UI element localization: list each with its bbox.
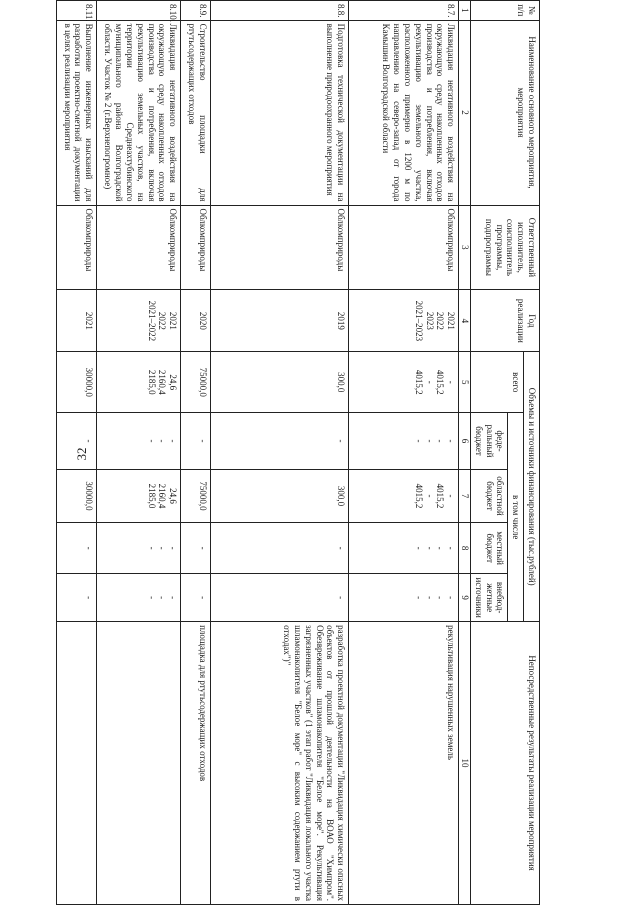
total-value: 2160,4 [157, 369, 168, 395]
regional-value: 30000,0 [57, 469, 97, 522]
regional-value: - [424, 494, 435, 498]
row-num: 8.8. [211, 1, 349, 21]
row-executor: Облкомприроды [181, 205, 211, 290]
regional-value: 4015,2 [435, 483, 446, 509]
total-value: 2185,0 [146, 369, 157, 395]
header-total: всего [471, 352, 524, 413]
total-value: 30000,0 [57, 352, 97, 413]
total-value: 75000,0 [181, 352, 211, 413]
table-row [97, 1, 181, 905]
federal-value: - [211, 413, 349, 470]
year-value: 2023 [424, 311, 435, 330]
row-total [97, 352, 181, 413]
federal-value: - [424, 439, 435, 443]
row-result: площадка для ртутьсодержащих отходов [181, 622, 211, 905]
year-value: 2021 [446, 311, 457, 330]
row-executor: Облкомприроды [97, 205, 181, 290]
col-number: 8 [459, 523, 471, 574]
total-value: - [446, 380, 457, 384]
total-value: 24,6 [168, 374, 179, 391]
local-value: - [446, 546, 457, 550]
header-funding: Объемы и источники финансирования (тыс.рублей) [524, 352, 540, 622]
offbudget-value: - [211, 574, 349, 622]
year-value: 2021 [168, 311, 179, 330]
federal-value: - [168, 439, 179, 443]
header-executor: Ответственный исполнитель, соисполнитель программы, подпрограммы [471, 205, 540, 290]
regional-value: 2185,0 [146, 483, 157, 509]
row-name: Строительство площадки для ртутьсодержащих отходов [181, 20, 211, 205]
row-federal [349, 413, 459, 470]
header-name: Наименование основного мероприятия, мероприятия [471, 20, 540, 205]
local-value: - [413, 546, 424, 550]
offbudget-value: - [57, 574, 97, 622]
total-value: 4015,2 [413, 369, 424, 395]
header-offbudget: внебюд-жетные источники [471, 574, 508, 622]
col-number: 3 [459, 205, 471, 290]
row-offbudget [349, 574, 459, 622]
year-value: 2022 [435, 311, 446, 330]
federal-value: - [157, 439, 168, 443]
regional-value: 4015,2 [413, 483, 424, 509]
row-executor: Облкомприроды [211, 205, 349, 290]
regional-value: 24,6 [168, 488, 179, 504]
row-regional [349, 469, 459, 522]
year-value: 2021 [57, 290, 97, 352]
col-number: 4 [459, 290, 471, 352]
header-federal: феде-ральный бюджет [471, 413, 508, 470]
federal-value: - [413, 439, 424, 443]
col-number: 6 [459, 413, 471, 470]
row-executor: Облкомприроды [349, 205, 459, 290]
row-num: 8.10. [97, 1, 181, 21]
offbudget-value: - [435, 596, 446, 600]
col-number: 10 [459, 622, 471, 905]
program-measures-table [56, 0, 540, 905]
year-value: 2019 [211, 290, 349, 352]
local-value: - [146, 546, 157, 550]
row-executor: Облкомприроды [57, 205, 97, 290]
federal-value: - [57, 413, 97, 470]
regional-value: 2160,4 [157, 483, 168, 509]
row-total [349, 352, 459, 413]
local-value: - [181, 523, 211, 574]
offbudget-value: - [413, 596, 424, 600]
col-number: 9 [459, 574, 471, 622]
row-result [57, 622, 97, 905]
year-value: 2022 [157, 311, 168, 330]
row-name: Подготовка технической документации на выполнение природоохранного мероприятия [211, 20, 349, 205]
regional-value: - [446, 494, 457, 498]
col-number: 1 [459, 1, 471, 21]
row-local [349, 523, 459, 574]
row-local [97, 523, 181, 574]
row-result: рекультивация нарушенных земель [349, 622, 459, 905]
header-local: местный бюджет [471, 523, 508, 574]
row-name: Выполнение инженерных изысканий для разработки проектно-сметной документации в целях реализации мероприятия [57, 20, 97, 205]
year-value: 2020 [181, 290, 211, 352]
federal-value: - [146, 439, 157, 443]
row-years [349, 290, 459, 352]
row-result: разработка проектной документации "Ликвидация химически опасных объектов от прошлой деятельности на ВОАО "Химпром". Обезвреживание шламонакопителя "Белое море". Рекультивация загрязненных участков" (1 этап работ "Ликвидация локального участка шламонакопителя "Белое море" с высоким содержанием ртути в отходах")" [211, 622, 349, 905]
col-number: 7 [459, 469, 471, 522]
col-number: 5 [459, 352, 471, 413]
header-in-that: в том числе [508, 413, 524, 622]
local-value: - [157, 546, 168, 550]
row-num: 8.7. [349, 1, 459, 21]
row-years [97, 290, 181, 352]
row-result [97, 622, 181, 905]
local-value: - [57, 523, 97, 574]
local-value: - [168, 546, 179, 550]
row-name: Ликвидация негативного воздействия на окружающую среду накопленных отходов производства и потребления, включая рекультивацию земельных участков, на территории Среднеахтубинского муниципального района Волгоградской области. Участок № 2 (г.Верхнепогромное) [97, 20, 181, 205]
table-row [57, 1, 97, 905]
header-results: Непосредственные результаты реализации мероприятия [471, 622, 540, 905]
total-value: 4015,2 [435, 369, 446, 395]
total-value: - [424, 380, 435, 384]
total-value: 300,0 [211, 352, 349, 413]
local-value: - [424, 546, 435, 550]
header-num: № п/п [471, 1, 540, 21]
offbudget-value: - [157, 596, 168, 600]
federal-value: - [435, 439, 446, 443]
year-value: 2021–2023 [413, 300, 424, 342]
regional-value: 75000,0 [181, 469, 211, 522]
offbudget-value: - [146, 596, 157, 600]
federal-value: - [446, 439, 457, 443]
header-regional: областной бюджет [471, 469, 508, 522]
year-value: 2021–2022 [146, 300, 157, 342]
col-number: 2 [459, 20, 471, 205]
offbudget-value: - [168, 596, 179, 600]
header-year: Год реализации [471, 290, 540, 352]
table-row [181, 1, 211, 905]
table-row [211, 1, 349, 905]
page-number: 32 [74, 447, 89, 461]
regional-value: 300,0 [211, 469, 349, 522]
row-federal [97, 413, 181, 470]
table-row [349, 1, 459, 905]
offbudget-value: - [181, 574, 211, 622]
row-num: 8.9. [181, 1, 211, 21]
local-value: - [211, 523, 349, 574]
row-name: Ликвидация негативного воздействия на окружающую среду накопленных отходов производства и потребления, включая рекультивацию земельного участка, расположенного примерно в 1200 м по направлению на северо-запад от города Камышин Волгоградской области [349, 20, 459, 205]
local-value: - [435, 546, 446, 550]
federal-value: - [181, 413, 211, 470]
row-offbudget [97, 574, 181, 622]
row-num: 8.11. [57, 1, 97, 21]
column-number-row [459, 1, 471, 905]
row-regional [97, 469, 181, 522]
offbudget-value: - [446, 596, 457, 600]
offbudget-value: - [424, 596, 435, 600]
